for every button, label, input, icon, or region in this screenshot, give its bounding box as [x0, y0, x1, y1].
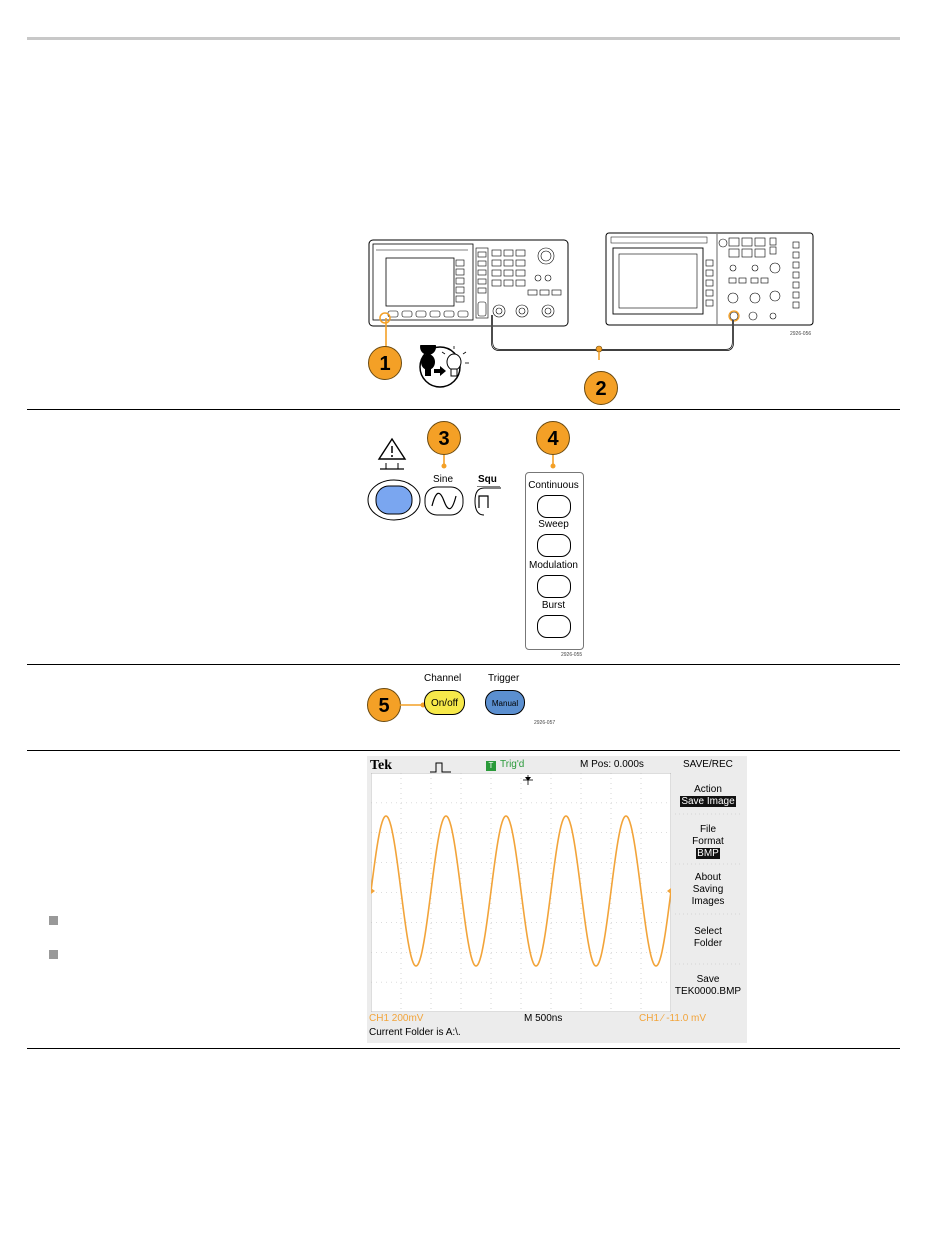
figure-id: 2926-055	[561, 652, 583, 658]
bullet	[49, 950, 58, 959]
continuous-key[interactable]	[537, 495, 571, 518]
trigger-status: Trig'd	[500, 759, 525, 770]
manual-trigger-button[interactable]: Manual	[485, 690, 525, 715]
square-key[interactable]	[472, 486, 502, 516]
callout-3: 3	[427, 421, 461, 455]
ch1-scale: CH1 200mV	[369, 1013, 424, 1024]
modulation-label: Modulation	[529, 560, 578, 571]
m-pos-readout: M Pos: 0.000s	[580, 759, 644, 770]
about-saving-label: About Saving Images	[691, 872, 725, 907]
warning-icon	[377, 437, 407, 471]
file-format-label: File Format	[692, 824, 724, 847]
action-value: Save Image	[681, 796, 735, 807]
burst-label: Burst	[541, 600, 566, 611]
timebase-readout: M 500ns	[524, 1013, 563, 1024]
modulation-key[interactable]	[537, 575, 571, 598]
figure-id: 2926-056	[790, 331, 812, 337]
bnc-cable	[480, 300, 740, 360]
section-rule-3	[27, 750, 900, 751]
channel-label: Channel	[424, 673, 462, 684]
callout-1: 1	[368, 346, 402, 380]
trigger-status-icon: T	[486, 761, 496, 771]
callout-leader-4	[547, 455, 559, 469]
trigger-label: Trigger	[488, 673, 520, 684]
callout-4: 4	[536, 421, 570, 455]
save-label: Save	[696, 974, 720, 985]
sine-key[interactable]	[424, 486, 464, 516]
sweep-key[interactable]	[537, 534, 571, 557]
select-folder-label: Select Folder	[693, 926, 723, 949]
burst-key[interactable]	[537, 615, 571, 638]
power-on-icon	[408, 345, 472, 389]
folder-status: Current Folder is A:\.	[369, 1027, 461, 1038]
sine-label: Sine	[433, 474, 454, 485]
waveform-graticule	[371, 773, 671, 1012]
callout-5: 5	[367, 688, 401, 722]
oscilloscope-screen	[367, 756, 747, 1043]
header-rule	[27, 37, 900, 40]
save-file: TEK0000.BMP	[674, 986, 742, 997]
callout-leader-1	[380, 318, 392, 348]
menu-dividers	[675, 776, 741, 1016]
blue-key[interactable]	[366, 478, 422, 522]
figure-id: 2926-057	[534, 720, 556, 726]
file-format-value: BMP	[697, 848, 719, 859]
square-label: Squ	[478, 474, 497, 485]
bullet	[49, 916, 58, 925]
callout-leader-3	[438, 455, 450, 469]
section-rule-1	[27, 409, 900, 410]
sweep-label: Sweep	[538, 519, 569, 530]
section-rule-2	[27, 664, 900, 665]
section-rule-4	[27, 1048, 900, 1049]
continuous-label: Continuous	[528, 480, 579, 491]
menu-title: SAVE/REC	[683, 759, 733, 770]
acquire-pulse-icon	[429, 761, 453, 773]
brand-logo: Tek	[370, 758, 393, 773]
trigger-readout: CH1 ∕ -11.0 mV	[639, 1013, 707, 1024]
channel-on-off-button[interactable]: On/off	[424, 690, 465, 715]
action-label: Action	[694, 784, 722, 795]
callout-2: 2	[584, 371, 618, 405]
